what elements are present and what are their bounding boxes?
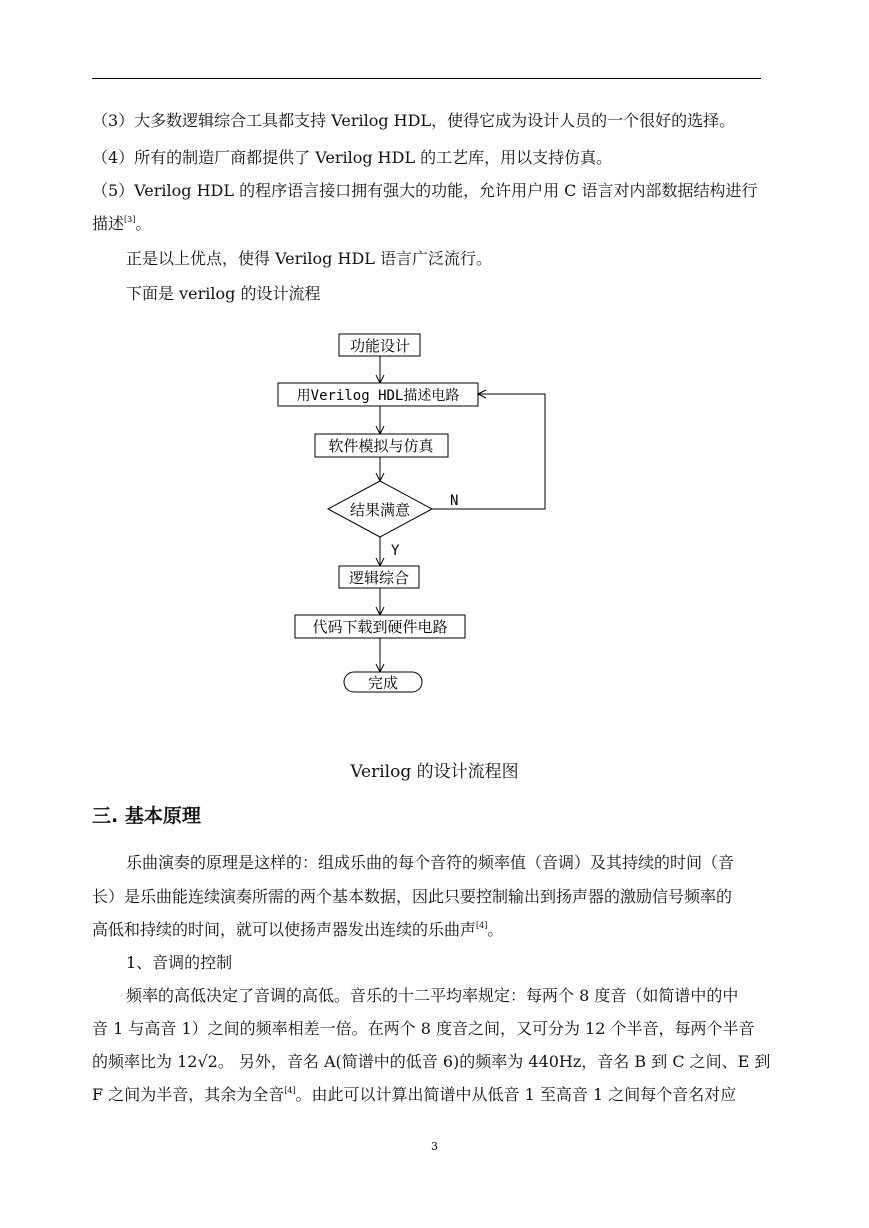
summary-paragraph: 正是以上优点，使得 Verilog HDL 语言广泛流行。 [126,249,492,268]
section-paragraph-line: 乐曲演奏的原理是这样的：组成乐曲的每个音符的频率值（音调）及其持续的时间（音 [126,853,735,872]
citation-ref: [4] [284,1086,296,1095]
flow-label-step5: 代码下载到硬件电路 [312,618,448,636]
subsection-title: 1、音调的控制 [126,953,233,972]
citation-ref: [4] [476,921,488,930]
figure-caption: Verilog 的设计流程图 [350,762,519,782]
flow-intro: 下面是 verilog 的设计流程 [126,284,321,303]
paragraph-item-3: （3）大多数逻辑综合工具都支持 Verilog HDL，使得它成为设计人员的一个很好的选择。 [92,111,736,130]
section-paragraph-line: 的频率比为 12√2。 另外，音名 A(简谱中的低音 6)的频率为 440Hz，音名 B 到 C 之间、E 到 [92,1052,771,1071]
paragraph-text: 高低和持续的时间，就可以使扬声器发出连续的乐曲声 [92,920,477,939]
paragraph-text: 。 [487,920,504,939]
section-paragraph-line [92,920,503,940]
paragraph-text: 。由此可以计算出简谱中从低音 1 至高音 1 之间每个音名对应 [295,1085,737,1104]
header-rule [92,78,761,79]
citation-ref: [3] [124,215,136,224]
paragraph-item-4: （4）所有的制造厂商都提供了 Verilog HDL 的工艺库，用以支持仿真。 [92,148,613,167]
section-heading: 三. 基本原理 [92,805,201,827]
section-paragraph-line: 长）是乐曲能连续演奏所需的两个基本数据，因此只要控制输出到扬声器的激励信号频率的 [92,887,733,906]
section-paragraph-line: 音 1 与高音 1）之间的频率相差一倍。在两个 8 度音之间，又可分为 12 个半音，每两个半音 [92,1019,755,1038]
flow-label-end: 完成 [367,674,399,692]
flow-label-step1: 功能设计 [349,337,411,355]
paragraph-text: F 之间为半音，其余为全音 [92,1085,285,1104]
paragraph-text: 描述 [92,214,125,233]
flow-label-step2: 用Verilog HDL描述电路 [296,388,460,404]
section-paragraph-line [92,1085,736,1105]
flow-label-no: N [450,493,459,509]
section-paragraph-line: 频率的高低决定了音调的高低。音乐的十二平均率规定：每两个 8 度音（如简谱中的中 [126,986,739,1005]
flowchart-diagram [0,320,869,705]
paragraph-item-5-line2 [92,214,151,234]
flow-label-yes: Y [391,543,400,559]
flow-label-step4: 逻辑综合 [348,569,410,587]
flow-label-step3: 软件模拟与仿真 [328,437,434,455]
flow-label-decision: 结果满意 [349,501,411,519]
page-number: 3 [431,1140,438,1153]
paragraph-text: 。 [135,214,152,233]
flow-loop-line [432,394,545,509]
paragraph-item-5-line1: （5）Verilog HDL 的程序语言接口拥有强大的功能，允许用户用 C 语言对内部数据结构进行 [92,181,758,200]
